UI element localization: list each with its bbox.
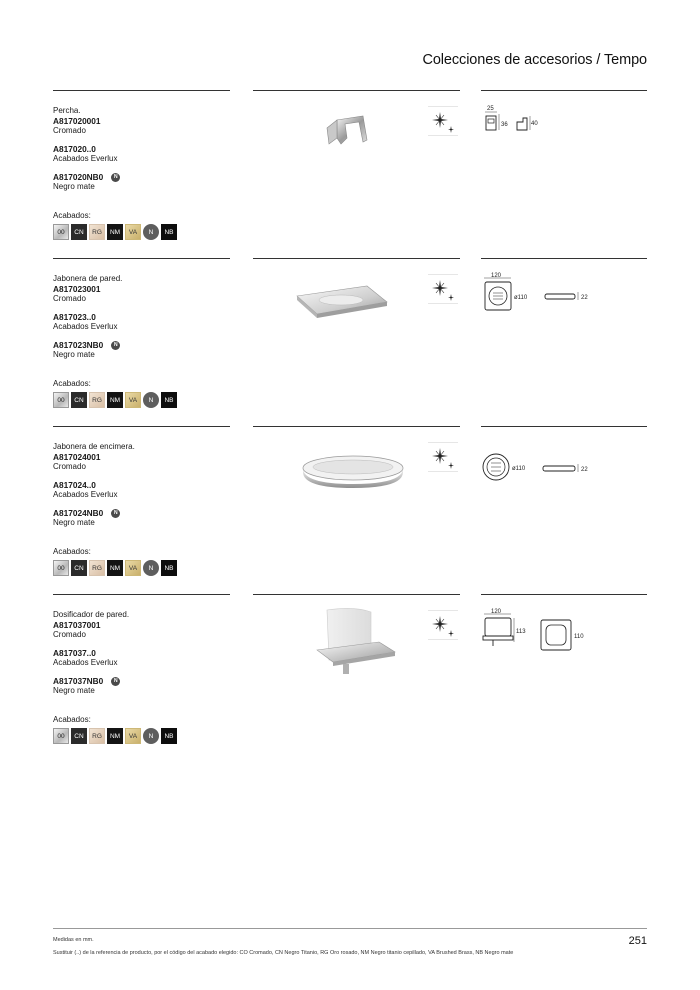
product-desc: Negro mate [53, 350, 95, 359]
swatch-nb: NB [161, 224, 177, 240]
footer-divider [53, 928, 647, 929]
product-photo-wall-soap-dish [267, 266, 447, 346]
product-info [53, 106, 233, 200]
finish-swatches [53, 728, 177, 744]
product-code: A817020NB0 [53, 172, 104, 182]
product-desc: Acabados Everlux [53, 322, 118, 331]
divider [253, 258, 460, 259]
product-desc: Cromado [53, 126, 86, 135]
finishes-label: Acabados: [53, 547, 91, 556]
dimension-label: 113 [516, 629, 526, 635]
divider [253, 90, 460, 91]
product-code: A817037..0 [53, 648, 96, 658]
product-code: A817023..0 [53, 312, 96, 322]
swatch-00: 00 [53, 728, 69, 744]
product-section-jabonera-pared [53, 258, 647, 426]
product-desc: Cromado [53, 294, 86, 303]
finish-badge: N [111, 341, 120, 350]
dimension-label: 25 [487, 106, 494, 112]
product-section-jabonera-encimera [53, 426, 647, 594]
finish-badge: N [111, 509, 120, 518]
product-section-percha [53, 90, 647, 258]
product-code: A817037001 [53, 620, 101, 630]
swatch-n: N [143, 560, 159, 576]
footer-note: Sustituir (..) de la referencia de producto, por el código del acabado elegido: CO Cromado, CN Negro Titanio, RG Oro rosado, NM Negro titanio cepillado, VA Brushed Brass, NB Negro mate [53, 950, 514, 956]
product-code: A817024001 [53, 452, 101, 462]
divider [53, 90, 230, 91]
product-desc: Acabados Everlux [53, 490, 118, 499]
product-code: A817020001 [53, 116, 101, 126]
product-section-dosificador [53, 594, 647, 762]
footer-medidas: Medidas en mm. [53, 937, 94, 943]
dimension-label: 36 [501, 122, 508, 128]
swatch-rg: RG [89, 728, 105, 744]
divider [481, 594, 647, 595]
swatch-va: VA [125, 560, 141, 576]
swatch-n: N [143, 392, 159, 408]
product-desc: Cromado [53, 630, 86, 639]
divider [53, 258, 230, 259]
sparkle-icon [428, 442, 458, 472]
product-desc: Negro mate [53, 518, 95, 527]
product-desc: Negro mate [53, 686, 95, 695]
page-number: 251 [628, 935, 647, 947]
finishes-label: Acabados: [53, 211, 91, 220]
divider [481, 90, 647, 91]
finish-swatches [53, 560, 177, 576]
page-title: Colecciones de accesorios / Tempo [422, 52, 647, 68]
finish-swatches [53, 392, 177, 408]
swatch-nb: NB [161, 392, 177, 408]
dimension-label: 22 [581, 295, 588, 301]
product-photo-hook [267, 98, 447, 178]
product-name: Dosificador de pared. [53, 610, 130, 619]
divider [53, 426, 230, 427]
swatch-nm: NM [107, 560, 123, 576]
product-desc: Negro mate [53, 182, 95, 191]
product-code: A817020..0 [53, 144, 96, 154]
swatch-nm: NM [107, 392, 123, 408]
product-code: A817024NB0 [53, 508, 104, 518]
product-code: A817023NB0 [53, 340, 104, 350]
swatch-n: N [143, 224, 159, 240]
swatch-rg: RG [89, 224, 105, 240]
product-info [53, 274, 233, 368]
swatch-cn: CN [71, 560, 87, 576]
product-name: Jabonera de pared. [53, 274, 123, 283]
dimension-label: 120 [491, 609, 502, 615]
technical-drawing-countertop-soap-dish [481, 438, 647, 498]
swatch-cn: CN [71, 728, 87, 744]
swatch-va: VA [125, 392, 141, 408]
swatch-nb: NB [161, 560, 177, 576]
finish-badge: N [111, 173, 120, 182]
swatch-nm: NM [107, 224, 123, 240]
swatch-cn: CN [71, 392, 87, 408]
swatch-va: VA [125, 728, 141, 744]
product-desc: Cromado [53, 462, 86, 471]
divider [53, 594, 230, 595]
technical-drawing-wall-soap-dish [481, 270, 647, 330]
dimension-label: 110 [574, 634, 584, 640]
swatch-n: N [143, 728, 159, 744]
divider [253, 426, 460, 427]
product-info [53, 610, 233, 704]
divider [253, 594, 460, 595]
product-info [53, 442, 233, 536]
sparkle-icon [428, 106, 458, 136]
technical-drawing-soap-dispenser [481, 606, 647, 666]
swatch-cn: CN [71, 224, 87, 240]
swatch-00: 00 [53, 560, 69, 576]
product-photo-countertop-soap-dish [267, 434, 447, 514]
swatch-00: 00 [53, 224, 69, 240]
finishes-label: Acabados: [53, 715, 91, 724]
dimension-label: ø110 [514, 295, 528, 301]
swatch-va: VA [125, 224, 141, 240]
divider [481, 258, 647, 259]
sparkle-icon [428, 610, 458, 640]
product-code: A817024..0 [53, 480, 96, 490]
dimension-label: 40 [531, 121, 538, 127]
product-desc: Acabados Everlux [53, 154, 118, 163]
dimension-label: 120 [491, 273, 502, 279]
finish-swatches [53, 224, 177, 240]
product-desc: Acabados Everlux [53, 658, 118, 667]
swatch-rg: RG [89, 560, 105, 576]
dimension-label: 22 [581, 467, 588, 473]
sparkle-icon [428, 274, 458, 304]
technical-drawing-hook [481, 102, 647, 162]
dimension-label: ø110 [512, 466, 526, 472]
swatch-nm: NM [107, 728, 123, 744]
swatch-nb: NB [161, 728, 177, 744]
product-name: Jabonera de encimera. [53, 442, 135, 451]
product-code: A817037NB0 [53, 676, 104, 686]
finish-badge: N [111, 677, 120, 686]
product-photo-soap-dispenser [267, 602, 447, 682]
divider [481, 426, 647, 427]
product-name: Percha. [53, 106, 81, 115]
finishes-label: Acabados: [53, 379, 91, 388]
product-code: A817023001 [53, 284, 101, 294]
swatch-rg: RG [89, 392, 105, 408]
swatch-00: 00 [53, 392, 69, 408]
